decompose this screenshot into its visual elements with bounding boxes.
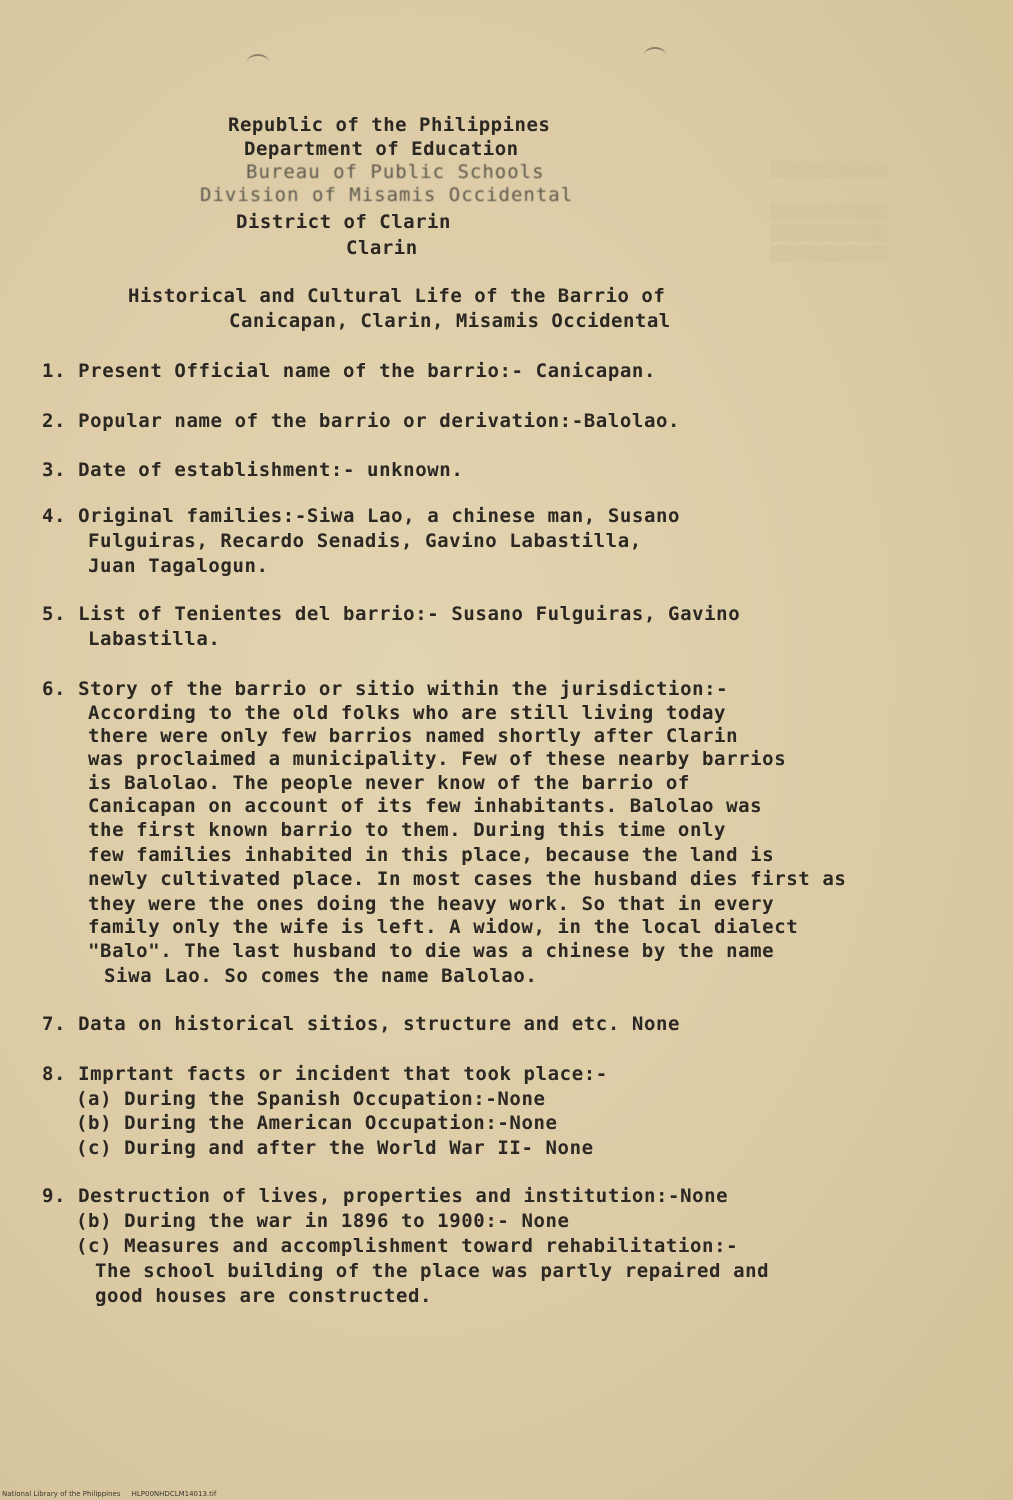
document-title-line1: Historical and Cultural Life of the Barrio of — [128, 285, 666, 307]
item-6: 6. Story of the barrio or sitio within the jurisdiction:- — [42, 678, 729, 700]
item-6-line9: newly cultivated place. In most cases the husband dies first as — [88, 868, 847, 890]
item-3: 3. Date of establishment:- unknown. — [42, 459, 464, 481]
item-5: 5. List of Tenientes del barrio:- Susano Fulguiras, Gavino — [42, 603, 741, 625]
item-6-line3: there were only few barrios named shortly after Clarin — [88, 725, 739, 747]
bleed-through-text: ▒▒▒▒▒▒▒▒▒▒▒▒▒ ▒▒▒▒▒▒▒▒▒▒▒▒▒ ▒▒▒▒▒▒▒▒▒▒▒▒▒ ▒▒▒▒▒▒▒▒▒▒▒▒▒ — [770, 161, 888, 263]
header-republic: Republic of the Philippines — [228, 114, 551, 136]
item-2: 2. Popular name of the barrio or derivation:-Balolao. — [42, 410, 681, 432]
header-bureau: Bureau of Public Schools — [246, 161, 545, 183]
item-6-line12: "Balo". The last husband to die was a chinese by the name — [88, 940, 775, 962]
item-6-line13: Siwa Lao. So comes the name Balolao. — [104, 965, 538, 987]
item-6-line8: few families inhabited in this place, because the land is — [88, 844, 775, 866]
punch-hole-right — [644, 47, 666, 63]
item-4: 4. Original families:-Siwa Lao, a chinese man, Susano — [42, 505, 681, 527]
item-6-line11: family only the wife is left. A widow, in the local dialect — [88, 916, 799, 938]
item-7: 7. Data on historical sitios, structure and etc. None — [42, 1013, 681, 1035]
item-6-line10: they were the ones doing the heavy work. So that in every — [88, 893, 775, 915]
item-9-c-line3: good houses are constructed. — [95, 1285, 433, 1307]
item-9-c-line2: The school building of the place was partly repaired and — [95, 1260, 770, 1282]
item-4-line2: Fulguiras, Recardo Senadis, Gavino Labastilla, — [88, 530, 642, 552]
document-title-line2: Canicapan, Clarin, Misamis Occidental — [229, 310, 671, 332]
item-8-a: (a) During the Spanish Occupation:-None — [76, 1088, 546, 1110]
header-department: Department of Education — [244, 138, 519, 160]
item-6-line7: the first known barrio to them. During this time only — [88, 819, 727, 841]
item-5-line2: Labastilla. — [88, 628, 221, 650]
item-8-b: (b) During the American Occupation:-None — [76, 1112, 558, 1134]
header-district: District of Clarin — [236, 211, 451, 233]
item-8: 8. Imprtant facts or incident that took place:- — [42, 1063, 608, 1085]
item-4-line3: Juan Tagalogun. — [88, 555, 269, 577]
item-8-c: (c) During and after the World War II- None — [76, 1137, 594, 1159]
header-town: Clarin — [346, 237, 418, 259]
item-6-line2: According to the old folks who are still living today — [88, 702, 727, 724]
scan-footer — [2, 1490, 216, 1498]
item-9-b: (b) During the war in 1896 to 1900:- None — [76, 1210, 570, 1232]
item-6-line4: was proclaimed a municipality. Few of these nearby barrios — [88, 748, 787, 770]
item-6-line6: Canicapan on account of its few inhabitants. Balolao was — [88, 795, 763, 817]
item-1: 1. Present Official name of the barrio:- Canicapan. — [42, 360, 656, 382]
footer-library: National Library of the Philippines — [2, 1490, 121, 1498]
header-division: Division of Misamis Occidental — [200, 184, 574, 206]
item-9-c: (c) Measures and accomplishment toward rehabilitation:- — [76, 1235, 739, 1257]
punch-hole-left — [247, 54, 269, 70]
item-6-line5: is Balolao. The people never know of the barrio of — [88, 772, 690, 794]
footer-filename: HLP00NHDCLM14013.tif — [131, 1490, 217, 1498]
item-9: 9. Destruction of lives, properties and institution:-None — [42, 1185, 729, 1207]
